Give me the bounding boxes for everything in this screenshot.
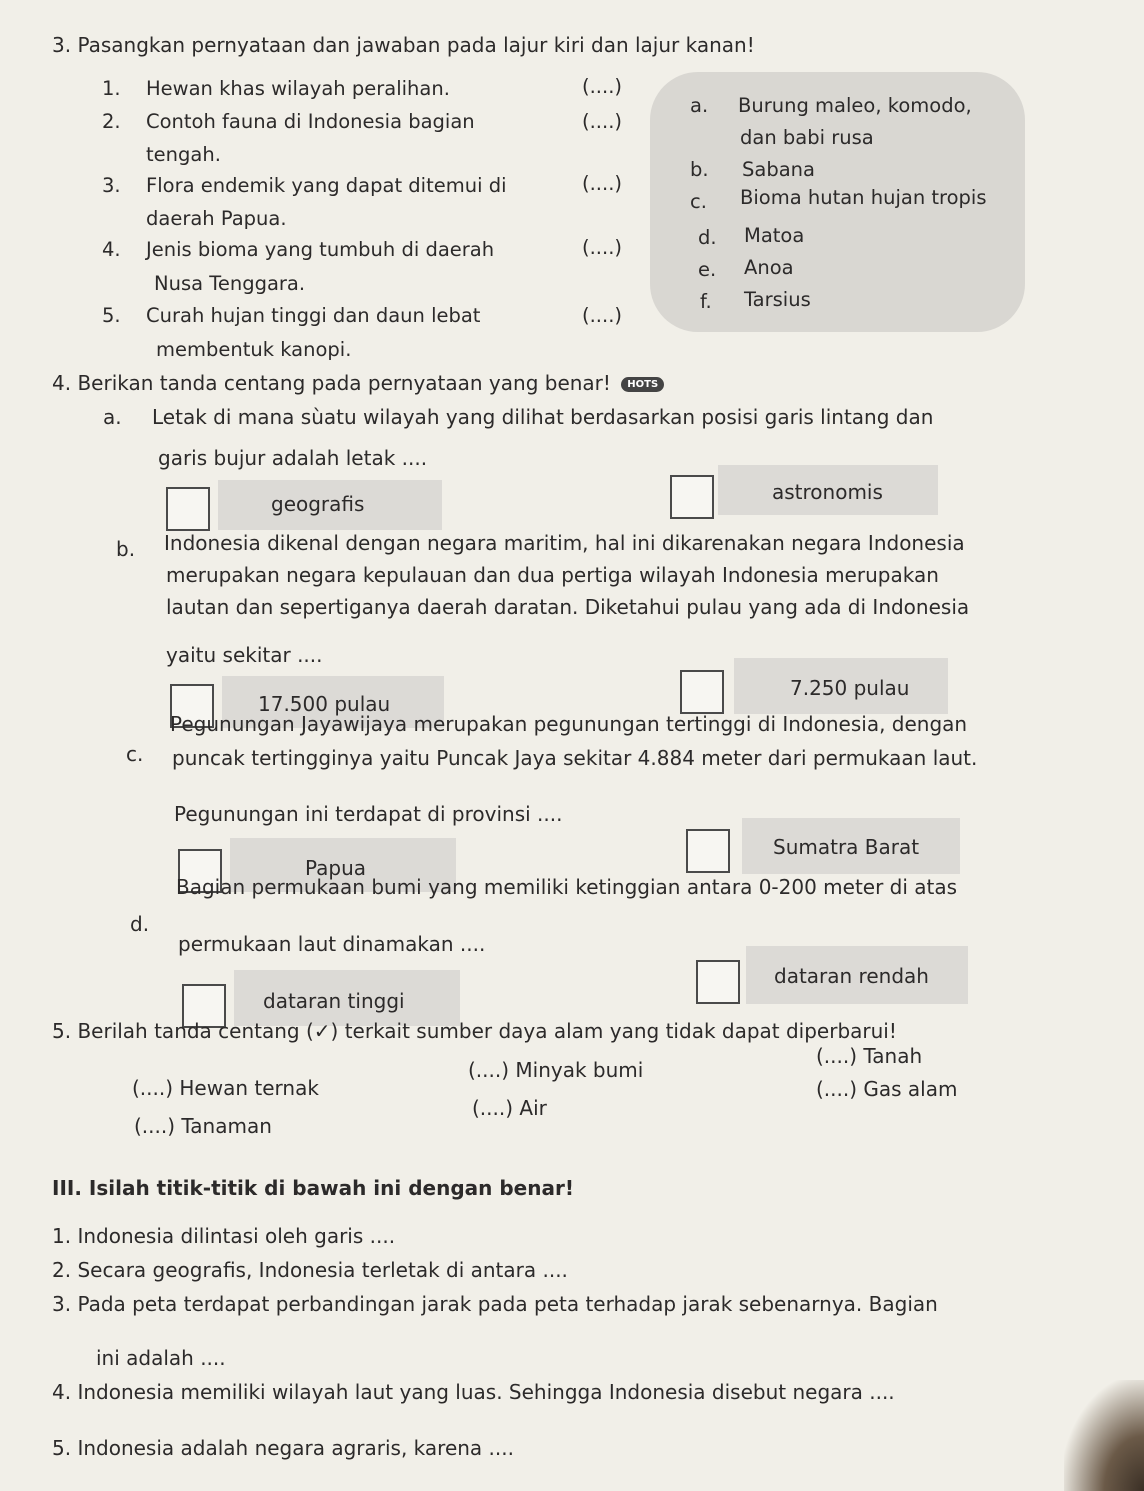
- part-3-q3-line-1: 3. Pada peta terdapat perbandingan jarak pada peta terhadap jarak sebenarnya. Bagian: [52, 1292, 938, 1316]
- part-3-q2: 2. Secara geografis, Indonesia terletak di antara ....: [52, 1258, 568, 1282]
- answer-d-key: d.: [698, 226, 717, 249]
- q4a-key: a.: [103, 405, 122, 429]
- statement-2-text-cont: tengah.: [146, 143, 221, 166]
- q4c-line-1: Pegunungan Jayawijaya merupakan pegunungan tertinggi di Indonesia, dengan: [170, 712, 968, 736]
- s5-item-air[interactable]: (....) Air: [472, 1096, 547, 1120]
- hots-badge: HOTS: [621, 377, 664, 392]
- q4c-line-2: puncak tertingginya yaitu Puncak Jaya sekitar 4.884 meter dari permukaan laut.: [172, 746, 978, 770]
- q4a-line-2: garis bujur adalah letak ....: [158, 446, 428, 470]
- part-3-q1: 1. Indonesia dilintasi oleh garis ....: [52, 1224, 396, 1248]
- answer-b-text: Sabana: [742, 158, 815, 181]
- statement-1-blank[interactable]: (....): [582, 75, 623, 98]
- q4d-option-2-label: dataran rendah: [774, 964, 929, 988]
- statement-4-text: Jenis bioma yang tumbuh di daerah: [146, 238, 495, 261]
- q4a-option-1-label: geografis: [271, 492, 365, 516]
- s5-item-tanah[interactable]: (....) Tanah: [816, 1044, 923, 1068]
- statement-3-text-cont: daerah Papua.: [146, 207, 287, 230]
- statement-3-blank[interactable]: (....): [582, 172, 623, 195]
- answer-a-text: Burung maleo, komodo,: [738, 94, 972, 117]
- s5-item-minyak-bumi[interactable]: (....) Minyak bumi: [468, 1058, 644, 1082]
- statement-5-blank[interactable]: (....): [582, 304, 623, 327]
- q4a-option-2-label: astronomis: [772, 480, 883, 504]
- q4d-option-2-checkbox[interactable]: [696, 960, 740, 1004]
- statement-2-number: 2.: [102, 110, 121, 133]
- statement-2-blank[interactable]: (....): [582, 110, 623, 133]
- statement-3-number: 3.: [102, 174, 121, 197]
- q4c-key: c.: [126, 742, 144, 766]
- statement-4-text-cont: Nusa Tenggara.: [154, 272, 306, 295]
- q4b-option-2-checkbox[interactable]: [680, 670, 724, 714]
- statement-2-text: Contoh fauna di Indonesia bagian: [146, 110, 475, 133]
- s5-item-tanaman[interactable]: (....) Tanaman: [134, 1114, 272, 1138]
- answer-f-text: Tarsius: [744, 288, 811, 311]
- answer-a-key: a.: [690, 94, 709, 117]
- part-3-q4: 4. Indonesia memiliki wilayah laut yang luas. Sehingga Indonesia disebut negara ....: [52, 1380, 895, 1404]
- q4b-line-3: lautan dan sepertiganya daerah daratan. Diketahui pulau yang ada di Indonesia: [166, 595, 970, 619]
- q4b-option-1-label: 17.500 pulau: [258, 692, 391, 716]
- section-4-title-text: 4. Berikan tanda centang pada pernyataan yang benar!: [52, 371, 611, 395]
- answer-e-key: e.: [698, 258, 717, 281]
- q4c-option-2-label: Sumatra Barat: [773, 835, 920, 859]
- statement-1-number: 1.: [102, 77, 121, 100]
- q4b-option-2-label: 7.250 pulau: [790, 676, 910, 700]
- q4c-option-2-checkbox[interactable]: [686, 829, 730, 873]
- q4a-option-2-checkbox[interactable]: [670, 475, 714, 519]
- statement-4-number: 4.: [102, 238, 121, 261]
- answer-a-text-cont: dan babi rusa: [740, 126, 874, 149]
- answer-f-key: f.: [700, 290, 712, 313]
- part-3-q3-line-2: ini adalah ....: [96, 1346, 226, 1370]
- answer-e-text: Anoa: [744, 256, 794, 279]
- section-5-title: 5. Berilah tanda centang (✓) terkait sumber daya alam yang tidak dapat diperbarui!: [52, 1019, 897, 1043]
- answer-c-text: Bioma hutan hujan tropis: [740, 186, 987, 209]
- answer-d-text: Matoa: [744, 224, 805, 247]
- q4c-option-1-label: Papua: [305, 856, 367, 880]
- q4b-key: b.: [116, 537, 136, 561]
- page-corner-shadow: [1064, 1380, 1144, 1491]
- statement-3-text: Flora endemik yang dapat ditemui di: [146, 174, 507, 197]
- s5-item-hewan-ternak[interactable]: (....) Hewan ternak: [132, 1076, 319, 1100]
- statement-5-number: 5.: [102, 304, 121, 327]
- q4d-line-2: permukaan laut dinamakan ....: [178, 932, 486, 956]
- q4b-line-2: merupakan negara kepulauan dan dua pertiga wilayah Indonesia merupakan: [166, 563, 939, 587]
- q4a-line-1: Letak di mana sùatu wilayah yang dilihat berdasarkan posisi garis lintang dan: [152, 405, 934, 429]
- q4b-line-1: Indonesia dikenal dengan negara maritim, hal ini dikarenakan negara Indonesia: [164, 531, 965, 555]
- statement-5-text-cont: membentuk kanopi.: [156, 338, 352, 361]
- section-3-title: 3. Pasangkan pernyataan dan jawaban pada lajur kiri dan lajur kanan!: [52, 33, 755, 57]
- q4c-line-3: Pegunungan ini terdapat di provinsi ....: [174, 802, 563, 826]
- q4d-option-1-label: dataran tinggi: [263, 989, 405, 1013]
- q4a-option-1-checkbox[interactable]: [166, 487, 210, 531]
- statement-5-text: Curah hujan tinggi dan daun lebat: [146, 304, 481, 327]
- part-3-title: III. Isilah titik-titik di bawah ini dengan benar!: [52, 1176, 574, 1200]
- answer-b-key: b.: [690, 158, 709, 181]
- q4d-line-1: Bagian permukaan bumi yang memiliki ketinggian antara 0-200 meter di atas: [176, 875, 958, 899]
- section-4-title: [52, 371, 664, 395]
- statement-1-text: Hewan khas wilayah peralihan.: [146, 77, 450, 100]
- part-3-q5: 5. Indonesia adalah negara agraris, karena ....: [52, 1436, 514, 1460]
- q4d-key: d.: [130, 912, 150, 936]
- q4b-line-4: yaitu sekitar ....: [166, 643, 323, 667]
- statement-4-blank[interactable]: (....): [582, 236, 623, 259]
- answer-c-key: c.: [690, 190, 707, 213]
- s5-item-gas-alam[interactable]: (....) Gas alam: [816, 1077, 958, 1101]
